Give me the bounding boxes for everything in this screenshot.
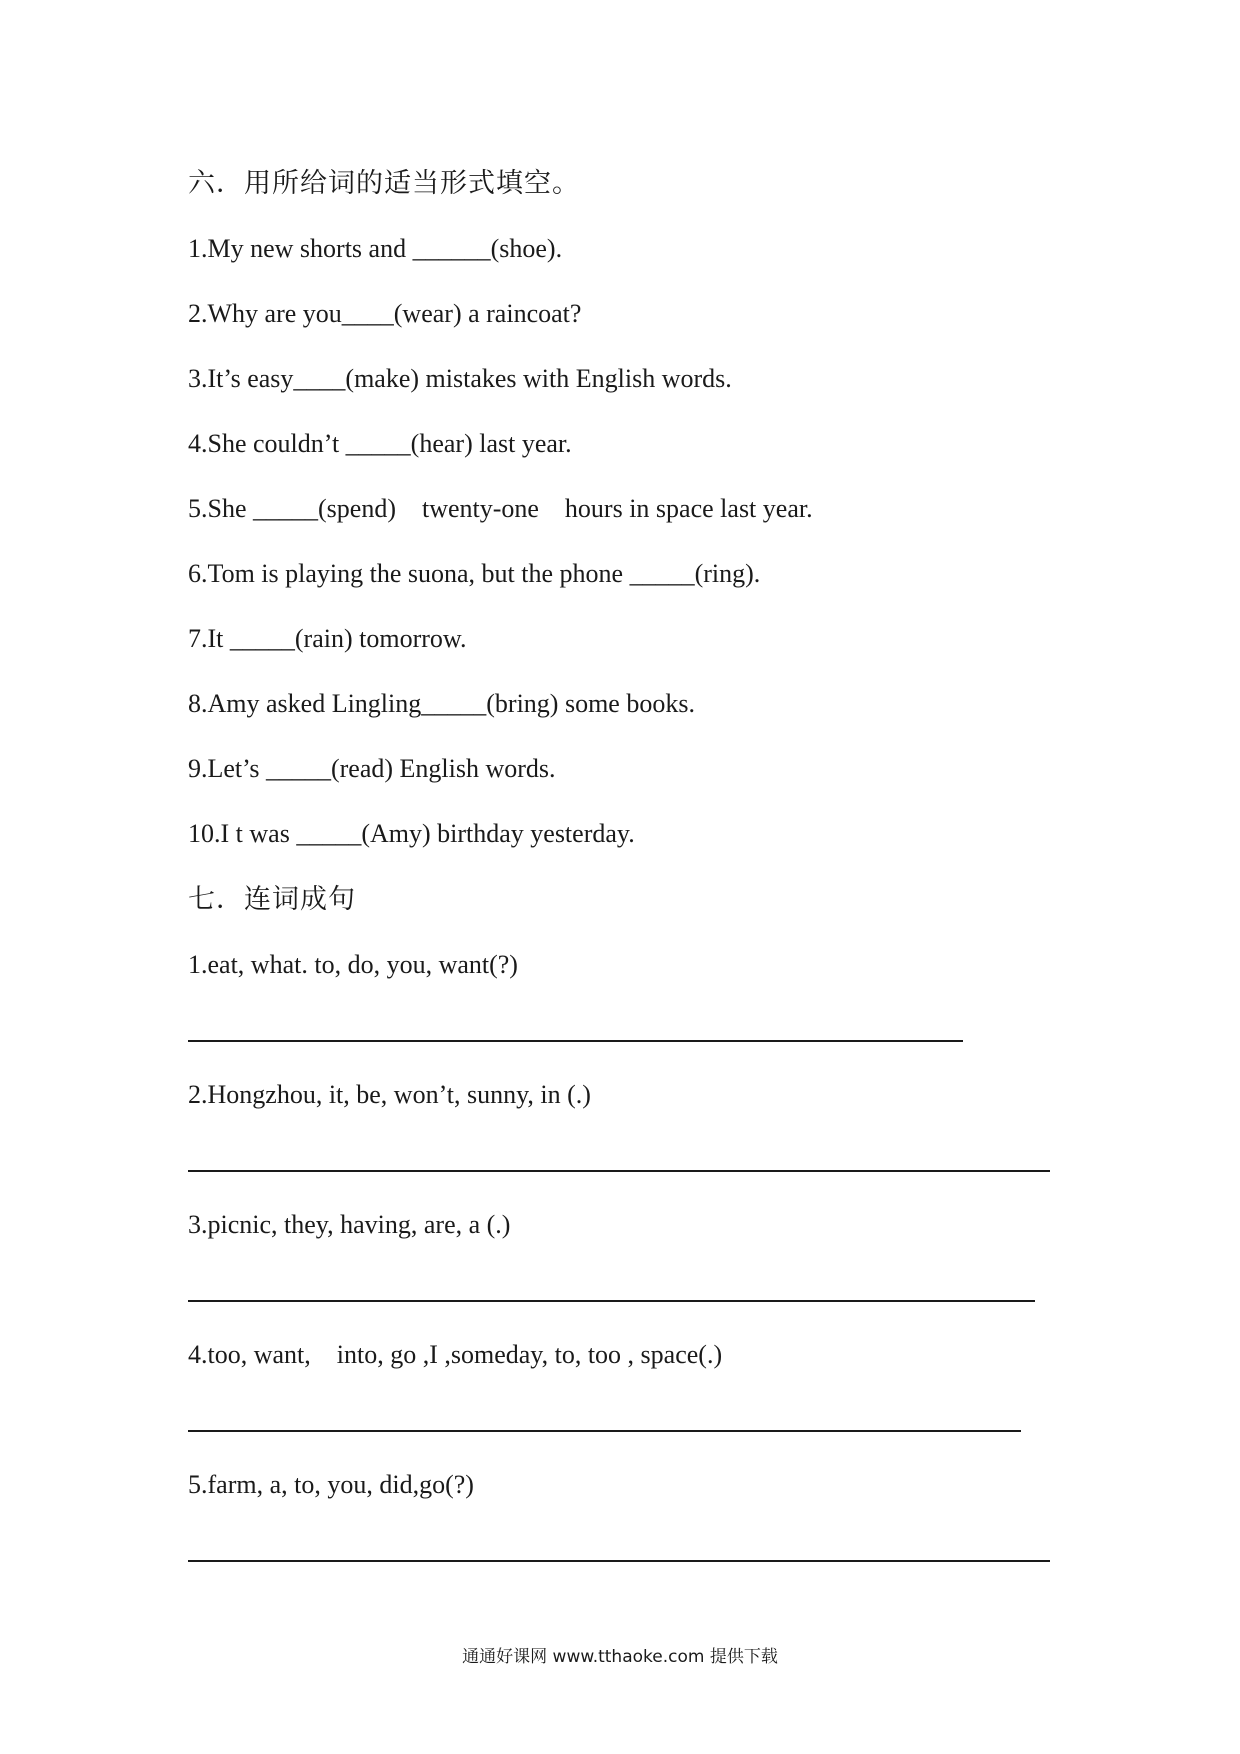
fill-item-9: 9.Let’s _____(read) English words. <box>188 754 556 783</box>
order-item-5: 5.farm, a, to, you, did,go(?) <box>188 1470 474 1499</box>
order-item-3: 3.picnic, they, having, are, a (.) <box>188 1210 511 1239</box>
fill-item-8: 8.Amy asked Lingling_____(bring) some books. <box>188 689 695 718</box>
fill-item-6: 6.Tom is playing the suona, but the phone _____(ring). <box>188 559 761 588</box>
fill-item-1: 1.My new shorts and ______(shoe). <box>188 234 563 263</box>
answer-line-1[interactable] <box>188 1040 963 1042</box>
answer-line-3[interactable] <box>188 1300 1035 1302</box>
fill-item-10: 10.I t was _____(Amy) birthday yesterday. <box>188 819 635 848</box>
section7-heading: 七．连词成句 <box>188 884 356 915</box>
fill-item-4: 4.She couldn’t _____(hear) last year. <box>188 429 572 458</box>
answer-line-4[interactable] <box>188 1430 1021 1432</box>
answer-line-5[interactable] <box>188 1560 1050 1562</box>
order-item-4: 4.too, want, into, go ,I ,someday, to, too , space(.) <box>188 1340 723 1369</box>
order-item-2: 2.Hongzhou, it, be, won’t, sunny, in (.) <box>188 1080 591 1109</box>
fill-item-3: 3.It’s easy____(make) mistakes with English words. <box>188 364 732 393</box>
answer-line-2[interactable] <box>188 1170 1050 1172</box>
fill-item-5: 5.She _____(spend) twenty-one hours in space last year. <box>188 494 813 523</box>
order-item-1: 1.eat, what. to, do, you, want(?) <box>188 950 518 979</box>
fill-item-7: 7.It _____(rain) tomorrow. <box>188 624 467 653</box>
footer-credit: 通通好课网 www.tthaoke.com 提供下载 <box>462 1647 778 1667</box>
section6-heading: 六．用所给词的适当形式填空。 <box>188 168 580 199</box>
fill-item-2: 2.Why are you____(wear) a raincoat? <box>188 299 582 328</box>
